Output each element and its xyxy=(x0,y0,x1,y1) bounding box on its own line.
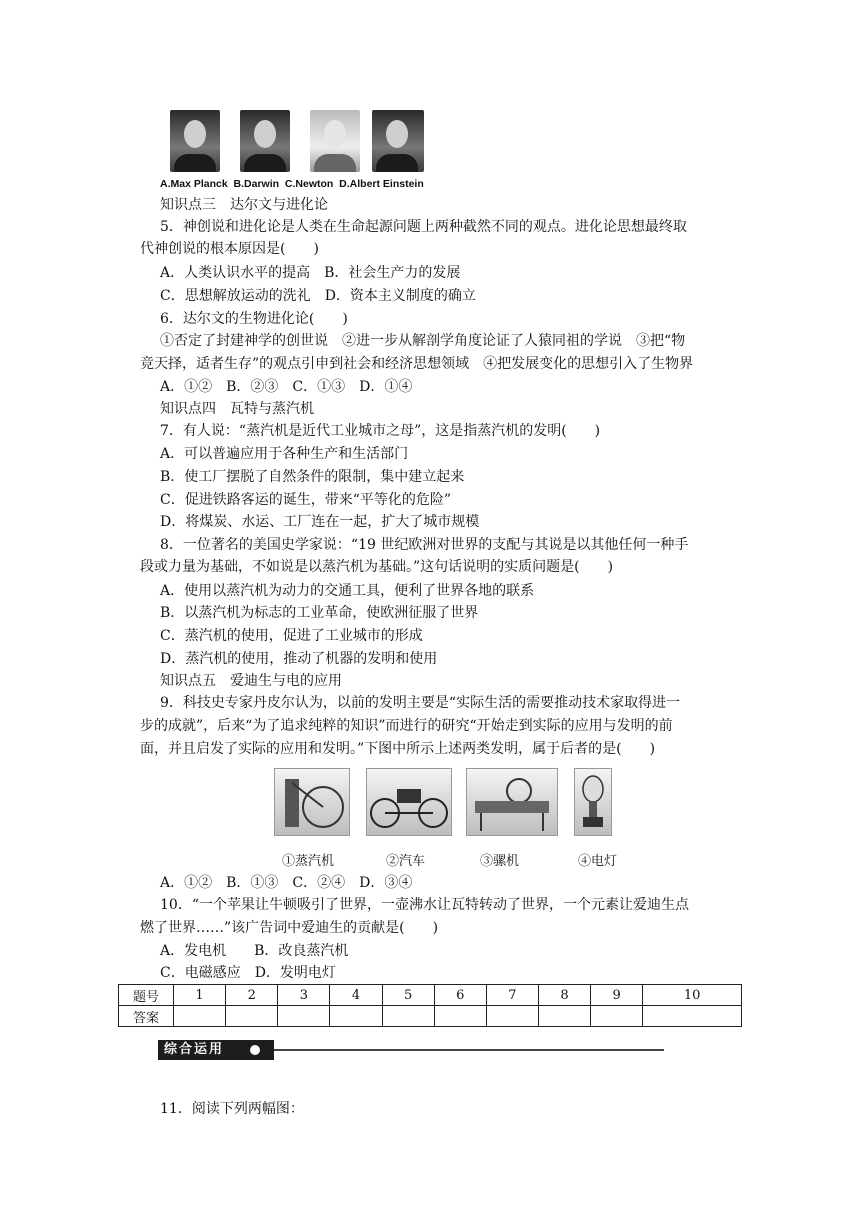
answer-table-answer-row xyxy=(119,1006,742,1027)
table-header-answer: 答案 xyxy=(119,1006,174,1027)
q6-options: A．①② B．②③ C．①③ D．①④ xyxy=(160,379,413,395)
answer-cell[interactable] xyxy=(486,1006,538,1027)
question-number-cell: 7 xyxy=(486,985,538,1006)
q6-stem: 6．达尔文的生物进化论( ) xyxy=(160,311,348,327)
portrait-darwin xyxy=(240,110,290,172)
question-number-cell: 10 xyxy=(643,985,742,1006)
question-number-cell: 9 xyxy=(591,985,643,1006)
banner-dot-icon xyxy=(250,1045,260,1055)
answer-cell[interactable] xyxy=(591,1006,643,1027)
table-header-question-number: 题号 xyxy=(119,985,174,1006)
answer-cell[interactable] xyxy=(643,1006,742,1027)
mule-spinning-machine-image xyxy=(466,768,558,836)
q11-stem: 11．阅读下列两幅图： xyxy=(160,1101,304,1117)
q5-options-cd: C．思想解放运动的洗礼 D．资本主义制度的确立 xyxy=(160,288,476,304)
q8-option-b: B．以蒸汽机为标志的工业革命，使欧洲征服了世界 xyxy=(160,605,479,621)
q8-stem-line2: 段或力量为基础，不如说是以蒸汽机为基础。”这句话说明的实质问题是( ) xyxy=(140,559,614,575)
invention-label-4: ④电灯 xyxy=(578,854,618,869)
question-number-cell: 8 xyxy=(538,985,590,1006)
q9-options: A．①② B．①③ C．②④ D．③④ xyxy=(160,875,413,891)
portrait-einstein xyxy=(372,110,424,172)
q8-option-d: D．蒸汽机的使用，推动了机器的发明和使用 xyxy=(160,651,438,667)
q8-option-a: A．使用以蒸汽机为动力的交通工具，便利了世界各地的联系 xyxy=(160,583,535,599)
question-number-cell: 2 xyxy=(226,985,278,1006)
caption-d: D.Albert Einstein xyxy=(339,178,424,190)
answer-cell[interactable] xyxy=(226,1006,278,1027)
automobile-image xyxy=(366,768,452,836)
q7-option-c: C．促进铁路客运的诞生，带来“平等化的危险” xyxy=(160,492,452,508)
section-heading-3: 知识点三 达尔文与进化论 xyxy=(160,197,328,213)
answer-cell[interactable] xyxy=(174,1006,226,1027)
invention-label-3: ③骡机 xyxy=(480,854,520,869)
section-heading-4: 知识点四 瓦特与蒸汽机 xyxy=(160,401,314,417)
answer-cell[interactable] xyxy=(330,1006,382,1027)
question-number-cell: 4 xyxy=(330,985,382,1006)
q9-stem-line3: 面，并且启发了实际的应用和发明。”下图中所示上述两类发明，属于后者的是( ) xyxy=(140,741,656,757)
q6-statements-line2: 竞天择，适者生存”的观点引申到社会和经济思想领域 ④把发展变化的思想引入了生物界 xyxy=(140,356,694,372)
caption-b: B.Darwin xyxy=(233,178,280,190)
caption-a: A.Max Planck xyxy=(160,178,228,190)
banner-label: 综合运用 xyxy=(158,1040,274,1060)
q10-options-ab: A．发电机 B．改良蒸汽机 xyxy=(160,943,349,959)
question-number-cell: 1 xyxy=(174,985,226,1006)
answer-cell[interactable] xyxy=(382,1006,434,1027)
q5-stem-line1: 5．神创说和进化论是人类在生命起源问题上两种截然不同的观点。进化论思想最终取 xyxy=(160,219,687,235)
steam-engine-image xyxy=(274,768,350,836)
q8-stem-line1: 8．一位著名的美国史学家说：“19 世纪欧洲对世界的支配与其说是以其他任何一种手 xyxy=(160,537,689,553)
question-number-cell: 3 xyxy=(278,985,330,1006)
q7-stem: 7．有人说：“蒸汽机是近代工业城市之母”，这是指蒸汽机的发明( ) xyxy=(160,423,601,439)
question-number-cell: 5 xyxy=(382,985,434,1006)
q6-statements-line1: ①否定了封建神学的创世说 ②进一步从解剖学角度论证了人猿同祖的学说 ③把“物 xyxy=(160,333,686,349)
portrait-planck xyxy=(170,110,220,172)
q10-stem-line1: 10．“一个苹果让牛顿吸引了世界，一壶沸水让瓦特转动了世界，一个元素让爱迪生点 xyxy=(160,897,689,913)
invention-label-2: ②汽车 xyxy=(386,854,426,869)
invention-label-1: ①蒸汽机 xyxy=(282,854,335,869)
answer-table xyxy=(118,984,742,1027)
q7-option-a: A．可以普遍应用于各种生产和生活部门 xyxy=(160,446,409,462)
section-heading-5: 知识点五 爱迪生与电的应用 xyxy=(160,673,342,689)
q7-option-b: B．使工厂摆脱了自然条件的限制，集中建立起来 xyxy=(160,469,465,485)
q9-stem-line2: 步的成就”，后来“为了追求纯粹的知识”而进行的研究“开始走到实际的应用与发明的前 xyxy=(140,718,673,734)
question-number-cell: 6 xyxy=(434,985,486,1006)
banner-rule xyxy=(274,1049,664,1051)
portrait-captions xyxy=(160,178,424,190)
caption-c: C.Newton xyxy=(284,178,334,190)
answer-cell[interactable] xyxy=(434,1006,486,1027)
answer-table-number-row xyxy=(119,985,742,1006)
q5-stem-line2: 代神创说的根本原因是( ) xyxy=(140,241,319,257)
q10-stem-line2: 燃了世界……”该广告词中爱迪生的贡献是( ) xyxy=(140,920,439,936)
q10-options-cd: C．电磁感应 D．发明电灯 xyxy=(160,965,336,981)
q7-option-d: D．将煤炭、水运、工厂连在一起，扩大了城市规模 xyxy=(160,514,480,530)
q8-option-c: C．蒸汽机的使用，促进了工业城市的形成 xyxy=(160,628,423,644)
answer-cell[interactable] xyxy=(538,1006,590,1027)
portrait-newton xyxy=(310,110,360,172)
answer-cell[interactable] xyxy=(278,1006,330,1027)
q9-stem-line1: 9．科技史专家丹皮尔认为，以前的发明主要是“实际生活的需要推动技术家取得进一 xyxy=(160,695,681,711)
q5-options-ab: A．人类认识水平的提高 B．社会生产力的发展 xyxy=(160,265,461,281)
electric-lamp-image xyxy=(574,768,612,836)
